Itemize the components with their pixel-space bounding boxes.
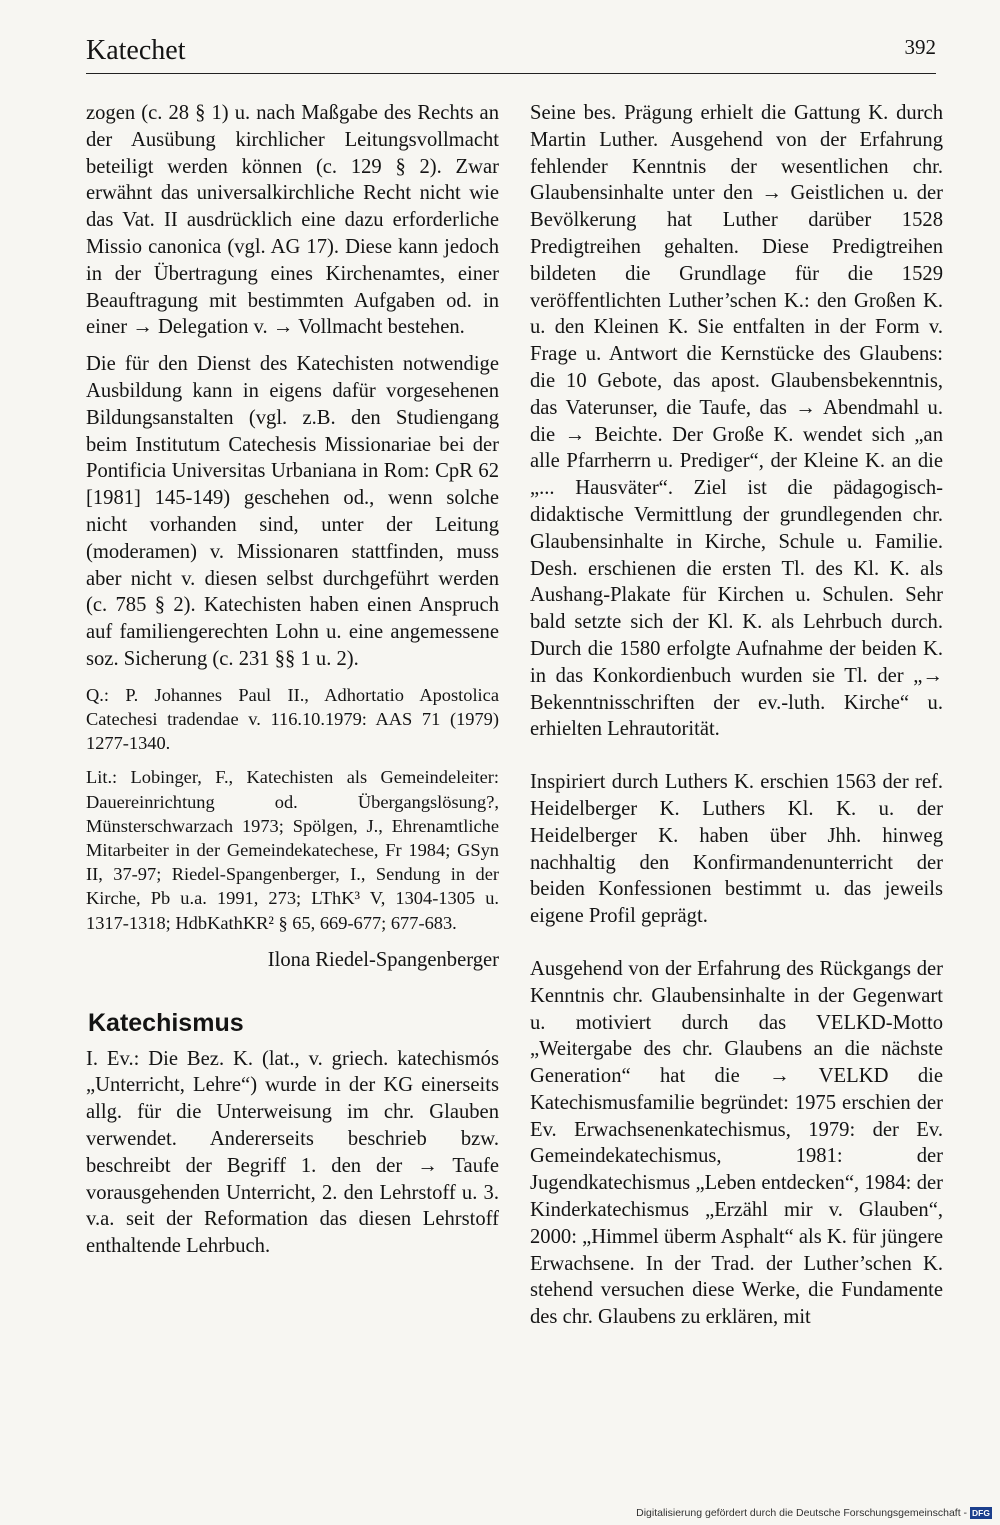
header-rule (86, 73, 936, 74)
footer-text: Digitalisierung gefördert durch die Deutsche Forschungsgemeinschaft - (636, 1507, 968, 1519)
sources-paragraph: Q.: P. Johannes Paul II., Adhortatio Apostolica Catechesi tradendae v. 116.10.1979: AAS 71 (1979) 1277-1340. (86, 684, 499, 754)
digitization-footer (636, 1507, 992, 1519)
author-signature: Ilona Riedel-Spangenberger (267, 948, 499, 971)
body-paragraph: zogen (c. 28 § 1) u. nach Maßgabe des Rechts an der Ausübung kirchlicher Leitungsvollmacht beteiligt werden können (c. 129 § 2). Zwar erwähnt das universalkirchliche Recht nicht wie das Vat. II ausdrücklich eine dazu erforderliche Missio canonica (vgl. AG 17). Diese kann jedoch in der Übertragung eines Kirchenamtes, einer Beauftragung mit bestimmten Aufgaben od. in einer → Delegation v. → Vollmacht bestehen. (86, 102, 499, 339)
body-paragraph: I. Ev.: Die Bez. K. (lat., v. griech. katechismós „Unterricht, Lehre“) wurde in der KG einerseits allg. für die Unterweisung im chr. Glauben verwendet. Andererseits beschrieb bzw. beschreibt der Begriff 1. den der → Taufe vorausgehenden Unterricht, 2. den Lehrstoff u. 3. v.a. seit der Reformation das diesen Lehrstoff enthaltende Lehrbuch. (86, 1047, 499, 1258)
dfg-logo: DFG (972, 1508, 990, 1518)
literature-paragraph: Lit.: Lobinger, F., Katechisten als Gemeindeleiter: Dauereinrichtung od. Übergangslösung?, Münsterschwarzach 1973; Spölgen, J., Ehrenamtliche Mitarbeiter in der Gemeindekatechese, Fr 1984; GSyn II, 37-97; Riedel-Spangenberger, I., Sendung in der Kirche, Pb u.a. 1991, 273; LThK³ V, 1304-1305 u. 1317-1318; HdbKathKR² § 65, 669-677; 677-683. (86, 767, 499, 933)
body-paragraph: Inspiriert durch Luthers K. erschien 1563 der ref. Heidelberger K. Luthers Kl. K. u. der Heidelberger K. haben über Jhh. hinweg nachhaltig den Konfirmandenunterricht der beiden Konfessionen bestimmt u. das jeweils eigene Profil geprägt. (530, 771, 943, 928)
body-paragraph: Die für den Dienst des Katechisten notwendige Ausbildung kann in eigens dafür vorgesehenen Bildungsanstalten (vgl. z.B. den Studiengang beim Institutum Catechesis Missionariae bei der Pontificia Universitas Urbaniana in Rom: CpR 62 [1981] 145-149) geschehen od., wenn solche nicht vorhanden sind, unter der Leitung (moderamen) v. Missionaren stattfinden, muss aber nicht v. diesen selbst durchgeführt werden (c. 785 § 2). Katechisten haben einen Anspruch auf familiengerechten Lohn u. eine angemessene soz. Sicherung (c. 231 §§ 1 u. 2). (86, 353, 499, 670)
entry-title: Katechismus (88, 1008, 244, 1037)
running-head: Katechet (86, 35, 186, 66)
body-paragraph: Seine bes. Prägung erhielt die Gattung K. durch Martin Luther. Ausgehend von der Erfahrung fehlender Kenntnis der wesentlichen chr. Glaubensinhalte unter den → Geistlichen u. der Bevölkerung hat Luther darüber 1528 Predigtreihen gehalten. Diese Predigtreihen bildeten die Grundlage für die 1529 veröffentlichten Luther’schen K.: den Großen K. u. den Kleinen K. Sie entfalten in der Form v. Frage u. Antwort die Kernstücke des Glaubens: die 10 Gebote, das apost. Glaubensbekenntnis, das Vaterunser, die Taufe, das → Abendmahl u. die → Beichte. Der Große K. wendet sich „an alle Pfarrherrn u. Prediger“, der Kleine K. an die „... Hausväter“. Ziel ist die pädagogisch-didaktische Vermittlung der grundlegenden chr. Glaubensinhalte in Kirche, Schule u. Familie. Desh. erschienen die ersten Tl. des Kl. K. als Aushang-Plakate für Kirchen u. Schulen. Sehr bald setzte sich der Kl. K. als Lehrbuch durch. Durch die 1580 erfolgte Aufnahme der beiden K. in das Konkordienbuch wurden sie Tl. der „→ Bekenntnisschriften der ev.-luth. Kirche“ u. erhielten Lehrautorität. (530, 102, 943, 741)
right-column (530, 100, 943, 1331)
page-number: 392 (904, 35, 936, 59)
body-paragraph: Ausgehend von der Erfahrung des Rückgangs der Kenntnis chr. Glaubensinhalte in der Gegenwart u. motiviert durch das VELKD-Motto „Weitergabe des chr. Glaubens an die nächste Generation“ hat die → VELKD die Katechismusfamilie begründet: 1975 erschien der Ev. Erwachsenenkatechismus, 1979: der Ev. Gemeindekatechismus, 1981: der Jugendkatechismus „Leben entdecken“, 1984: der Kinderkatechismus „Erzähl mir v. Glauben“, 2000: „Himmel überm Asphalt“ als K. für jüngere Erwachsene. In der Trad. der Luther’schen K. stehend versuchen diese Werke, die Fundamente des chr. Glaubens zu erklären, mit (530, 957, 943, 1329)
left-column (86, 100, 499, 1260)
